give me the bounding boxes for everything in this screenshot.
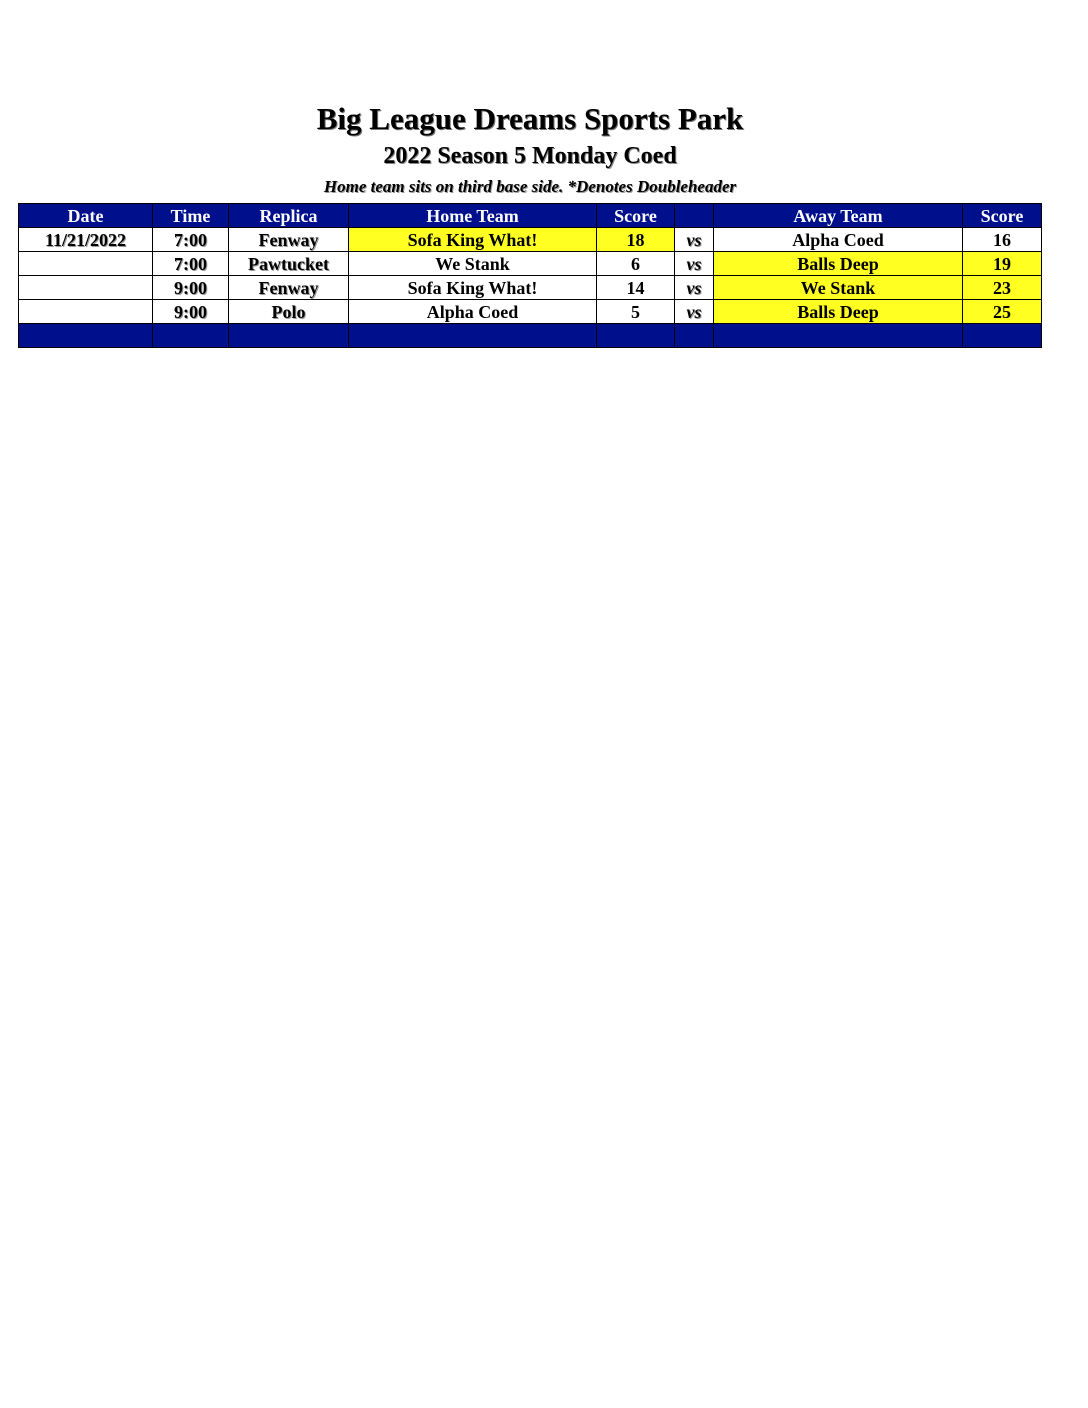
cell-time: 9:00: [153, 300, 229, 324]
cell-away-team: Balls Deep: [714, 300, 963, 324]
column-header-replica: Replica: [229, 204, 349, 228]
cell-away-score: 25: [963, 300, 1042, 324]
cell-away-team: Balls Deep: [714, 252, 963, 276]
schedule-note: Home team sits on third base side. *Denotes Doubleheader: [323, 177, 737, 196]
cell-vs: vs: [675, 276, 714, 300]
cell-away-team: Alpha Coed: [714, 228, 963, 252]
footer-cell: [153, 324, 229, 348]
cell-time: 7:00: [153, 228, 229, 252]
cell-away-score: 19: [963, 252, 1042, 276]
cell-home-score: 14: [597, 276, 675, 300]
cell-away-team: We Stank: [714, 276, 963, 300]
table-row: [19, 252, 1042, 276]
cell-home-score: 18: [597, 228, 675, 252]
column-header-away-score: Score: [963, 204, 1042, 228]
cell-home-team: Alpha Coed: [349, 300, 597, 324]
cell-away-score: 16: [963, 228, 1042, 252]
column-header-home-team: Home Team: [349, 204, 597, 228]
cell-time: 7:00: [153, 252, 229, 276]
page-title: Big League Dreams Sports Park: [316, 101, 744, 136]
column-header-away-team: Away Team: [714, 204, 963, 228]
cell-home-team: Sofa King What!: [349, 276, 597, 300]
table-row: [19, 300, 1042, 324]
footer-cell: [714, 324, 963, 348]
cell-home-score: 6: [597, 252, 675, 276]
cell-time: 9:00: [153, 276, 229, 300]
cell-vs: vs: [675, 300, 714, 324]
table-row: [19, 276, 1042, 300]
column-header-home-score: Score: [597, 204, 675, 228]
cell-date: 11/21/2022: [19, 228, 153, 252]
footer-cell: [963, 324, 1042, 348]
cell-vs: vs: [675, 228, 714, 252]
footer-cell: [229, 324, 349, 348]
cell-home-team: We Stank: [349, 252, 597, 276]
footer-cell: [349, 324, 597, 348]
cell-home-score: 5: [597, 300, 675, 324]
cell-home-team: Sofa King What!: [349, 228, 597, 252]
cell-away-score: 23: [963, 276, 1042, 300]
cell-replica: Fenway: [229, 276, 349, 300]
table-header-row: [19, 204, 1042, 228]
schedule-table: [18, 203, 1042, 348]
column-header-time: Time: [153, 204, 229, 228]
cell-date: [19, 252, 153, 276]
cell-replica: Polo: [229, 300, 349, 324]
column-header-vs: [675, 204, 714, 228]
table-row: [19, 228, 1042, 252]
footer-cell: [597, 324, 675, 348]
column-header-date: Date: [19, 204, 153, 228]
cell-replica: Fenway: [229, 228, 349, 252]
cell-replica: Pawtucket: [229, 252, 349, 276]
cell-date: [19, 276, 153, 300]
cell-date: [19, 300, 153, 324]
cell-vs: vs: [675, 252, 714, 276]
table-footer-row: [19, 324, 1042, 348]
page-subtitle: 2022 Season 5 Monday Coed: [383, 143, 677, 169]
footer-cell: [675, 324, 714, 348]
footer-cell: [19, 324, 153, 348]
